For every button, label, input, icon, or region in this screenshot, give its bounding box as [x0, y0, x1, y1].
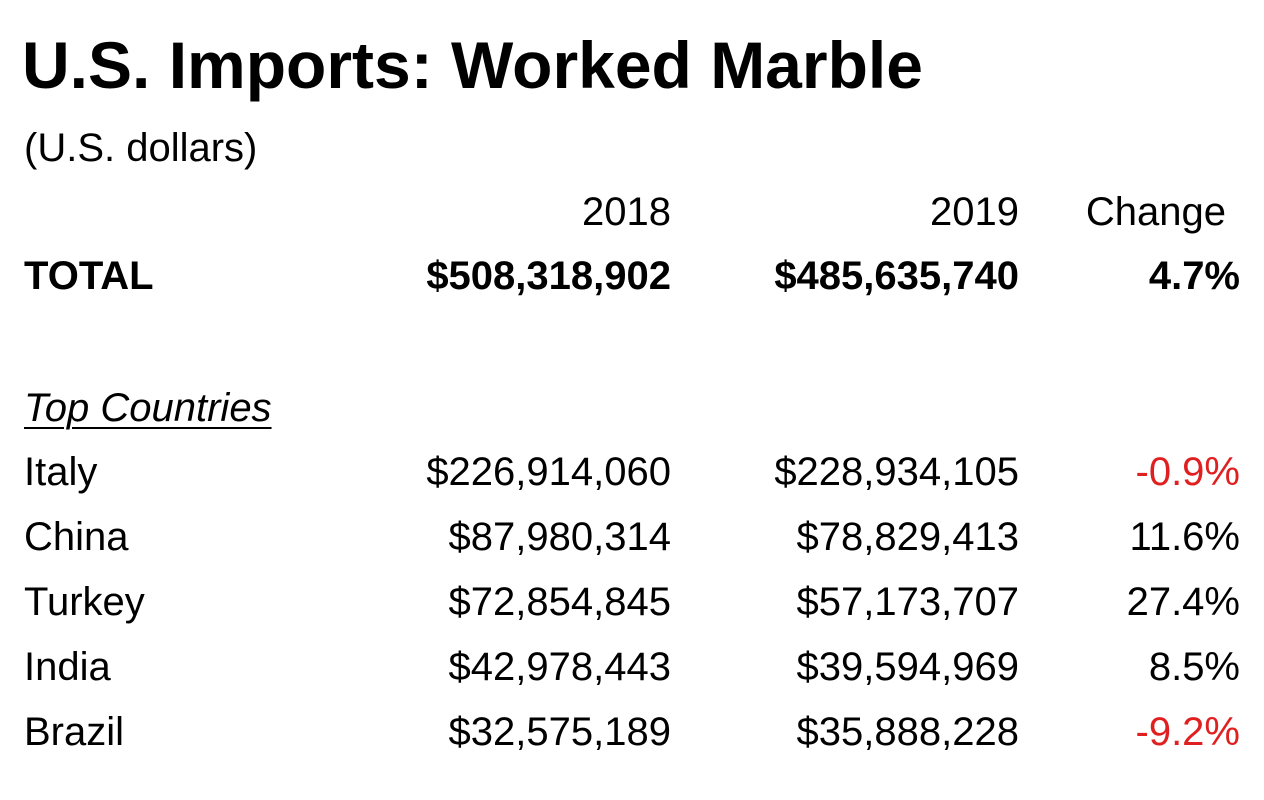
value-2018: $87,980,314	[448, 515, 671, 559]
table-row	[0, 572, 1264, 632]
value-2018: $72,854,845	[448, 580, 671, 624]
header-2019: 2019	[930, 190, 1019, 234]
table-row	[0, 637, 1264, 697]
value-2019: $39,594,969	[796, 645, 1019, 689]
value-2018: $226,914,060	[426, 450, 671, 494]
page-title: U.S. Imports: Worked Marble	[22, 28, 923, 102]
header-change: Change	[1085, 190, 1226, 234]
country-label: Italy	[24, 450, 98, 494]
units-subtitle: (U.S. dollars)	[24, 126, 258, 170]
country-label: Brazil	[24, 710, 125, 754]
value-2019: $35,888,228	[796, 710, 1019, 754]
section-heading: Top Countries	[24, 386, 272, 430]
table-header-row	[0, 182, 1264, 242]
header-2018: 2018	[582, 190, 671, 234]
value-2018: $42,978,443	[448, 645, 671, 689]
total-2018-value: $508,318,902	[426, 254, 671, 298]
change-value: 8.5%	[1148, 645, 1240, 689]
table-row	[0, 702, 1264, 762]
change-value: 11.6%	[1129, 515, 1240, 559]
country-label: India	[24, 645, 111, 689]
table-row	[0, 507, 1264, 567]
table-row	[0, 442, 1264, 502]
change-value: -9.2%	[1135, 710, 1240, 754]
value-2019: $57,173,707	[796, 580, 1019, 624]
value-2019: $78,829,413	[796, 515, 1019, 559]
value-2018: $32,575,189	[448, 710, 671, 754]
total-label: TOTAL	[24, 254, 154, 298]
total-2019-value: $485,635,740	[774, 254, 1019, 298]
country-label: China	[24, 515, 129, 559]
change-value: -0.9%	[1135, 450, 1240, 494]
total-row	[0, 246, 1264, 306]
total-change-value: 4.7%	[1148, 254, 1240, 298]
change-value: 27.4%	[1126, 580, 1240, 624]
value-2019: $228,934,105	[774, 450, 1019, 494]
country-label: Turkey	[24, 580, 145, 624]
